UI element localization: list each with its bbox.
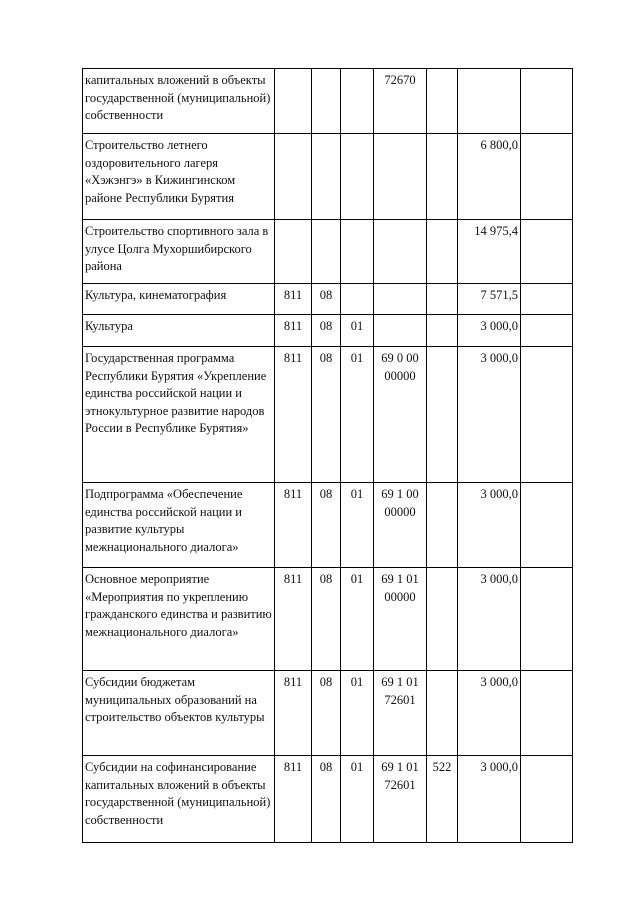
table-row (83, 347, 573, 483)
row-pr-cell (341, 220, 374, 284)
table-row (83, 220, 573, 284)
table-row (83, 671, 573, 756)
row-sum-cell: 3 000,0 (458, 483, 521, 568)
row-rz-cell: 08 (312, 483, 341, 568)
row-vr-cell (427, 347, 458, 483)
row-extra-cell (521, 220, 573, 284)
row-rz-cell: 08 (312, 671, 341, 756)
row-pr-cell (341, 134, 374, 220)
table-row (83, 134, 573, 220)
row-csr-cell: 69 1 01 00000 (374, 568, 427, 671)
row-gr-cell: 811 (275, 284, 312, 315)
row-sum-cell: 3 000,0 (458, 315, 521, 347)
row-pr-cell: 01 (341, 671, 374, 756)
row-vr-cell (427, 220, 458, 284)
budget-table-body (83, 69, 573, 843)
row-pr-cell: 01 (341, 347, 374, 483)
row-gr-cell: 811 (275, 315, 312, 347)
row-gr-cell: 811 (275, 756, 312, 843)
table-row (83, 284, 573, 315)
row-extra-cell (521, 671, 573, 756)
row-name-cell: Субсидии на софинансирование капитальных вложений в объекты государственной (муниципальной) собственности (83, 756, 275, 843)
row-gr-cell (275, 220, 312, 284)
row-csr-cell (374, 284, 427, 315)
row-extra-cell (521, 284, 573, 315)
row-csr-cell: 69 1 00 00000 (374, 483, 427, 568)
row-rz-cell: 08 (312, 568, 341, 671)
row-sum-cell: 3 000,0 (458, 347, 521, 483)
table-row (83, 315, 573, 347)
row-rz-cell (312, 220, 341, 284)
row-name-cell: капитальных вложений в объекты государственной (муниципальной) собственности (83, 69, 275, 134)
row-name-cell: Строительство летнего оздоровительного лагеря «Хэжэнгэ» в Кижингинском районе Республики Бурятия (83, 134, 275, 220)
row-vr-cell (427, 284, 458, 315)
row-rz-cell (312, 69, 341, 134)
row-pr-cell: 01 (341, 483, 374, 568)
row-rz-cell: 08 (312, 315, 341, 347)
row-csr-cell: 69 1 01 72601 (374, 756, 427, 843)
row-csr-cell: 69 1 01 72601 (374, 671, 427, 756)
row-vr-cell (427, 134, 458, 220)
row-rz-cell: 08 (312, 756, 341, 843)
row-gr-cell: 811 (275, 483, 312, 568)
row-pr-cell (341, 69, 374, 134)
row-vr-cell (427, 69, 458, 134)
row-extra-cell (521, 134, 573, 220)
row-extra-cell (521, 756, 573, 843)
row-gr-cell: 811 (275, 671, 312, 756)
row-vr-cell (427, 671, 458, 756)
row-rz-cell: 08 (312, 284, 341, 315)
row-name-cell: Государственная программа Республики Бурятия «Укрепление единства российской нации и этнокультурное развитие народов России в Республике Бурятия» (83, 347, 275, 483)
row-name-cell: Субсидии бюджетам муниципальных образований на строительство объектов культуры (83, 671, 275, 756)
row-csr-cell: 72670 (374, 69, 427, 134)
row-sum-cell: 14 975,4 (458, 220, 521, 284)
row-name-cell: Культура (83, 315, 275, 347)
row-vr-cell (427, 483, 458, 568)
table-row (83, 483, 573, 568)
row-gr-cell (275, 69, 312, 134)
row-csr-cell: 69 0 00 00000 (374, 347, 427, 483)
row-csr-cell (374, 315, 427, 347)
row-extra-cell (521, 568, 573, 671)
row-pr-cell: 01 (341, 315, 374, 347)
row-csr-cell (374, 220, 427, 284)
row-sum-cell (458, 69, 521, 134)
row-rz-cell: 08 (312, 347, 341, 483)
row-name-cell: Подпрограмма «Обеспечение единства российской нации и развитие культуры межнационального диалога» (83, 483, 275, 568)
row-gr-cell (275, 134, 312, 220)
table-row (83, 568, 573, 671)
row-name-cell: Основное мероприятие «Мероприятия по укреплению гражданского единства и развитию межнационального диалога» (83, 568, 275, 671)
row-name-cell: Строительство спортивного зала в улусе Цолга Мухоршибирского района (83, 220, 275, 284)
row-name-cell: Культура, кинематография (83, 284, 275, 315)
row-extra-cell (521, 69, 573, 134)
row-vr-cell (427, 568, 458, 671)
table-row (83, 69, 573, 134)
row-sum-cell: 7 571,5 (458, 284, 521, 315)
row-sum-cell: 3 000,0 (458, 756, 521, 843)
row-vr-cell (427, 315, 458, 347)
row-extra-cell (521, 483, 573, 568)
row-pr-cell (341, 284, 374, 315)
row-extra-cell (521, 347, 573, 483)
budget-table (82, 68, 573, 843)
row-pr-cell: 01 (341, 756, 374, 843)
row-rz-cell (312, 134, 341, 220)
row-gr-cell: 811 (275, 347, 312, 483)
table-row (83, 756, 573, 843)
row-vr-cell: 522 (427, 756, 458, 843)
row-sum-cell: 6 800,0 (458, 134, 521, 220)
row-gr-cell: 811 (275, 568, 312, 671)
row-csr-cell (374, 134, 427, 220)
row-sum-cell: 3 000,0 (458, 671, 521, 756)
row-sum-cell: 3 000,0 (458, 568, 521, 671)
row-pr-cell: 01 (341, 568, 374, 671)
row-extra-cell (521, 315, 573, 347)
